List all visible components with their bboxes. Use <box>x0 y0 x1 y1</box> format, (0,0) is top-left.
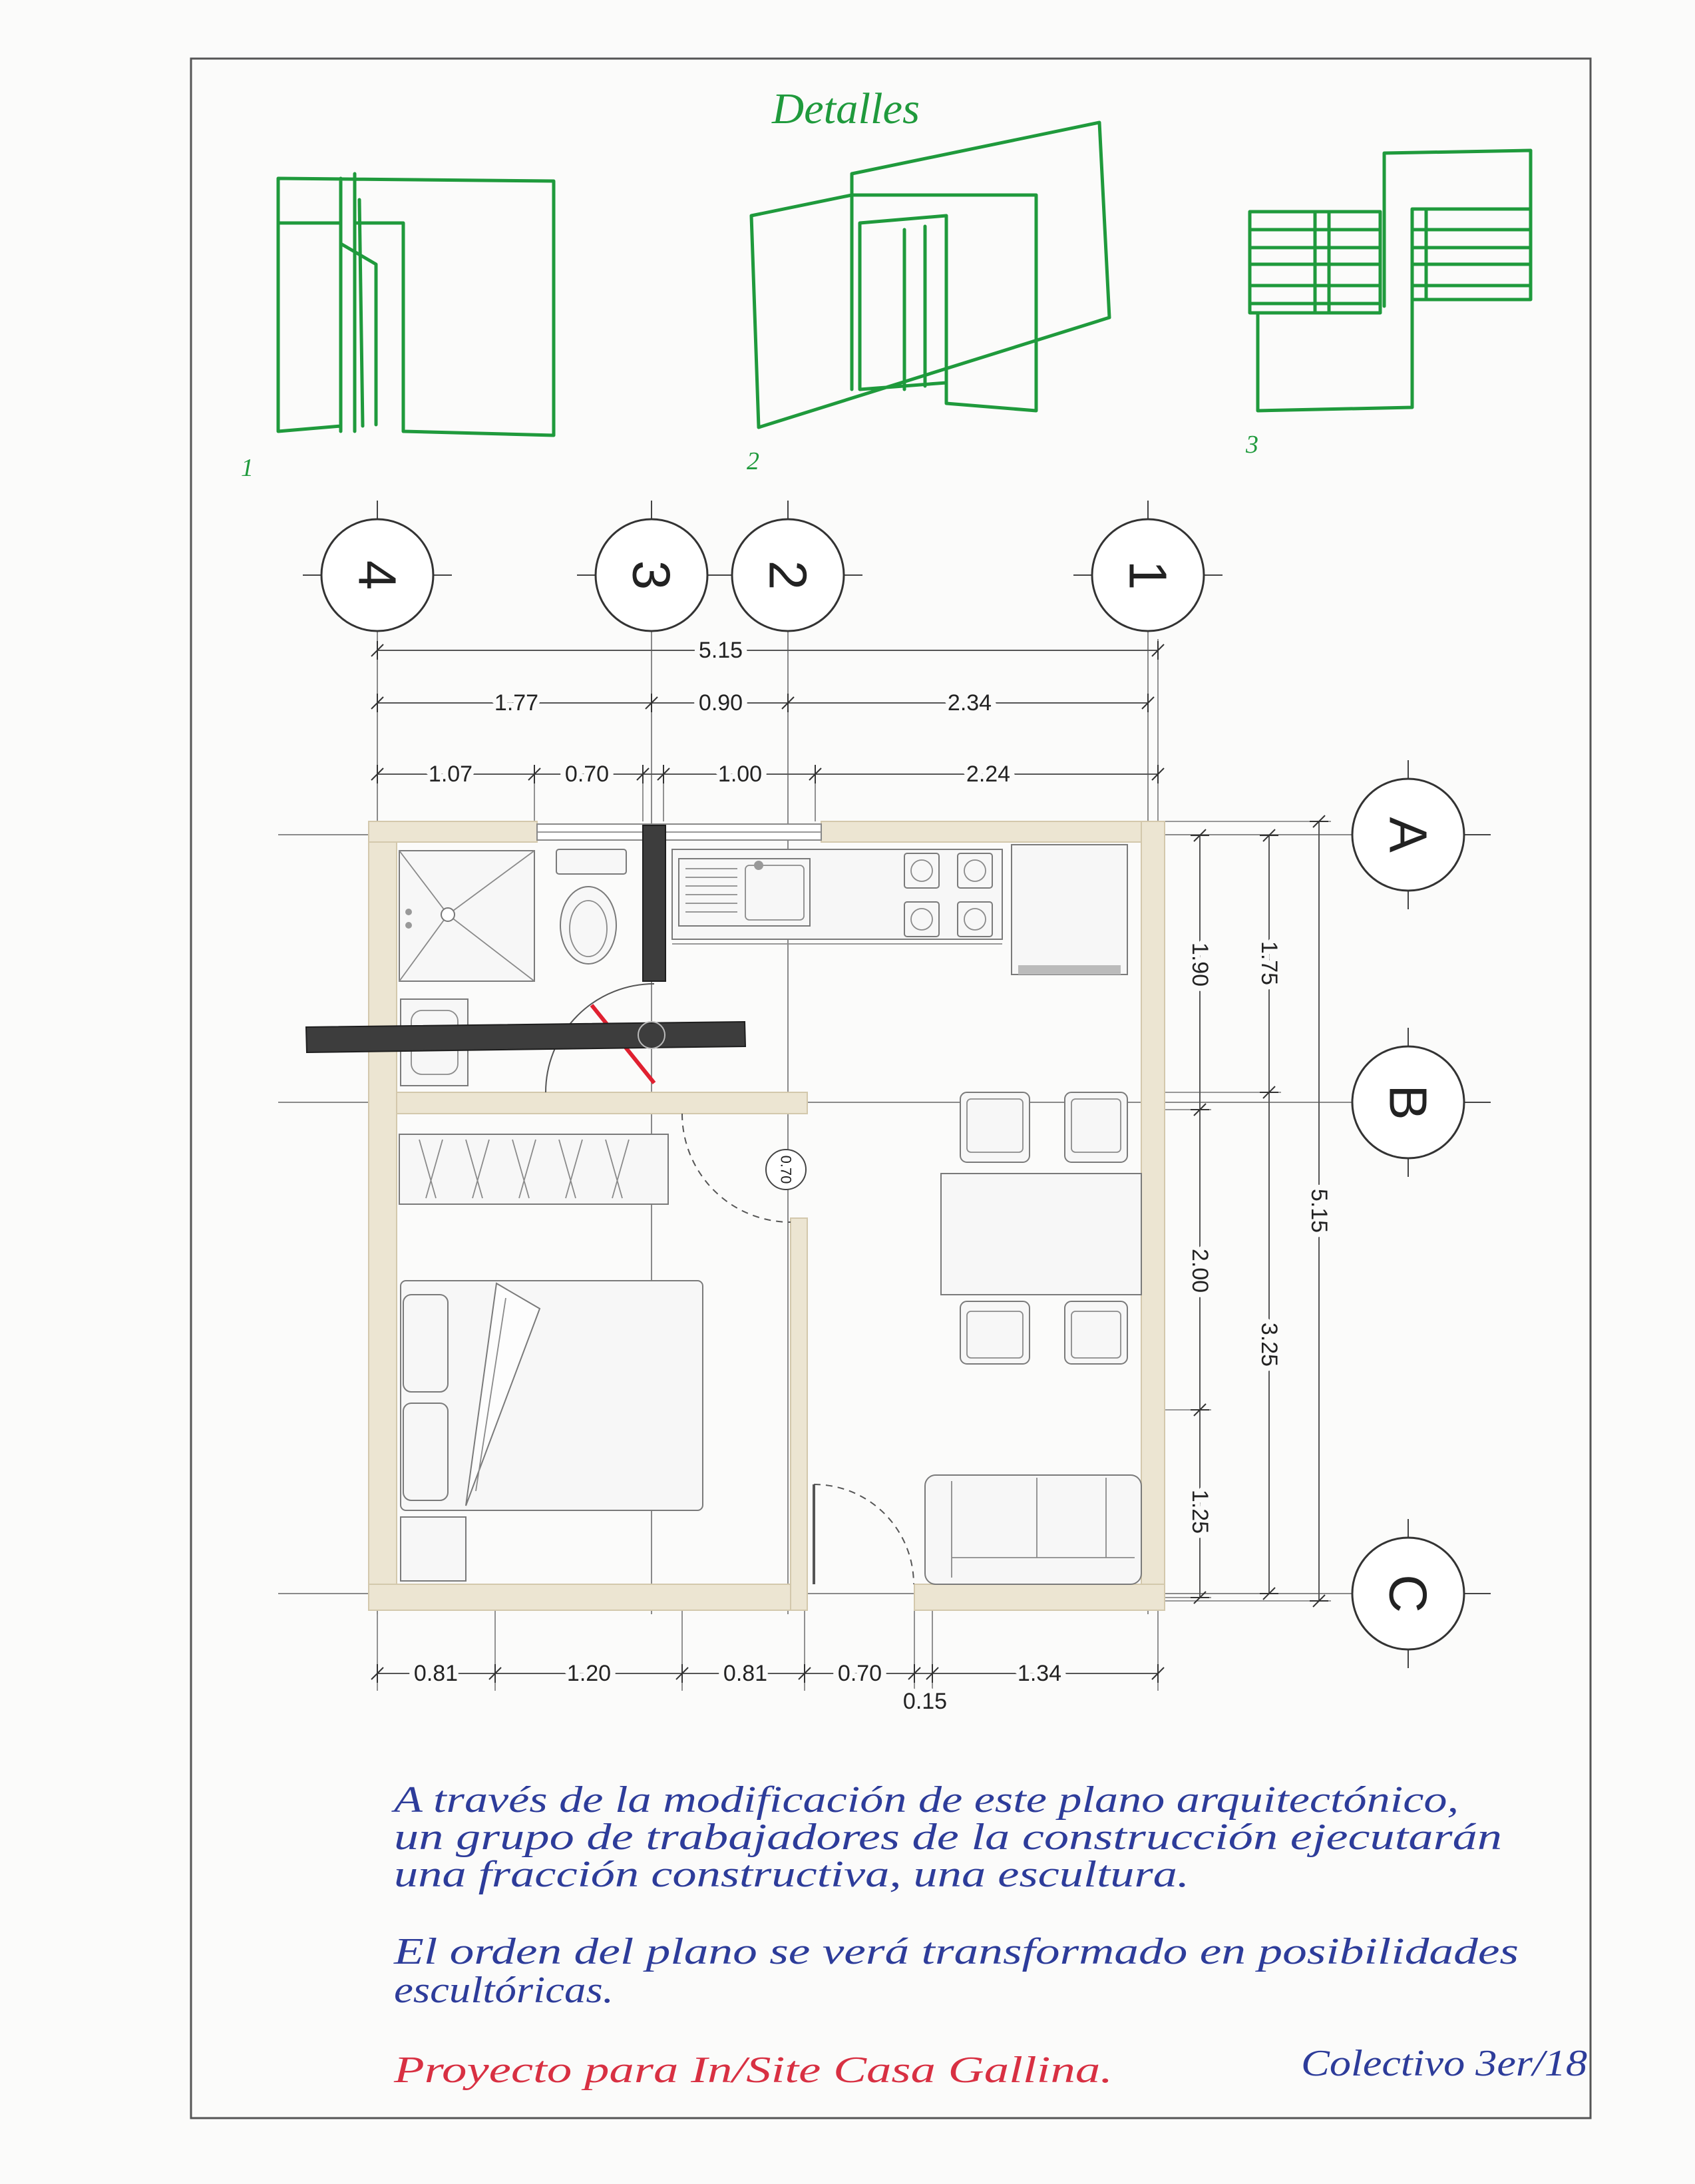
shower <box>399 851 534 981</box>
burner <box>958 853 992 888</box>
bubble-label: A <box>1378 817 1438 853</box>
note-line: A través de la modificación de este plano arquitectónico, <box>390 1779 1459 1821</box>
sketch-1-label: 1 <box>241 454 254 482</box>
note-line: una fracción constructiva, una escultura. <box>394 1854 1189 1895</box>
wall-top-left <box>369 821 537 842</box>
dim-label: 2.24 <box>966 762 1011 787</box>
bubble-label: C <box>1378 1574 1438 1613</box>
window <box>537 824 821 840</box>
project-note: Proyecto para In/Site Casa Gallina. <box>393 2050 1113 2091</box>
burner <box>904 853 939 888</box>
pillow <box>403 1403 448 1500</box>
dim-label: 1.75 <box>1256 941 1282 986</box>
dim-label: 1.77 <box>494 690 539 716</box>
sketch-2-label: 2 <box>747 447 759 475</box>
burner <box>904 902 939 937</box>
steel-beam-horizontal <box>306 1022 745 1052</box>
dim-label: 5.15 <box>1306 1188 1332 1233</box>
wall-top-right <box>821 821 1165 842</box>
dim-label: 5.15 <box>698 638 743 663</box>
wall-left <box>369 821 397 1610</box>
note-line: El orden del plano se verá transformado en posibilidades <box>393 1931 1519 1972</box>
dim-label: 1.20 <box>566 1661 612 1686</box>
sofa-body <box>925 1475 1141 1584</box>
closet <box>399 1134 668 1204</box>
burner <box>958 902 992 937</box>
dim-label: 1.90 <box>1187 942 1213 987</box>
sketch-3-label: 3 <box>1246 431 1258 459</box>
dim-label: 1.07 <box>428 762 473 787</box>
signature: Colectivo 3er/18 <box>1301 2043 1587 2084</box>
dim-label: 1.00 <box>717 762 763 787</box>
dim-label: 2.34 <box>947 690 992 716</box>
fridge <box>1012 845 1127 975</box>
bubble-label: 1 <box>1118 560 1178 590</box>
bed <box>401 1281 703 1510</box>
note-line: un grupo de trabajadores de la construcción ejecutarán <box>394 1817 1502 1858</box>
door-width-label: 0.70 <box>777 1155 795 1184</box>
shower-faucet <box>405 909 412 915</box>
bubble-label: 2 <box>758 560 818 590</box>
wall-right <box>1141 821 1165 1610</box>
dim-label: 0.81 <box>413 1661 459 1686</box>
bubble-label: 3 <box>622 560 681 590</box>
wall-bottom-right <box>914 1584 1165 1610</box>
shower-drain <box>441 908 455 921</box>
toilet-bowl <box>560 887 616 964</box>
wall-bedroom-right <box>791 1218 807 1610</box>
sofa <box>925 1475 1141 1584</box>
wall-bathroom <box>397 1092 807 1114</box>
dim-label: 0.81 <box>723 1661 768 1686</box>
wall-bottom-left <box>369 1584 805 1610</box>
bubble-label: B <box>1378 1084 1438 1120</box>
pillow <box>403 1295 448 1392</box>
fridge-base <box>1018 965 1121 975</box>
shower-faucet <box>405 922 412 929</box>
dim-label: 0.70 <box>564 762 610 787</box>
nightstand <box>401 1517 466 1581</box>
note-line: escultóricas. <box>394 1970 614 2011</box>
toilet-tank <box>556 849 626 874</box>
dim-label: 2.00 <box>1187 1248 1213 1293</box>
dining-table <box>941 1174 1141 1295</box>
dim-label: 1.25 <box>1187 1489 1213 1534</box>
dim-label: 0.90 <box>698 690 743 716</box>
details-title: Detalles <box>771 85 920 133</box>
dim-label: 1.34 <box>1017 1661 1062 1686</box>
dim-label: 3.25 <box>1256 1322 1282 1367</box>
dim-label: 0.70 <box>837 1661 882 1686</box>
shower-tray <box>399 851 534 981</box>
dim-label: 0.15 <box>902 1689 948 1714</box>
bubble-label: 4 <box>347 560 407 590</box>
steel-beam-vertical <box>643 825 665 981</box>
sink-tap <box>754 861 763 870</box>
